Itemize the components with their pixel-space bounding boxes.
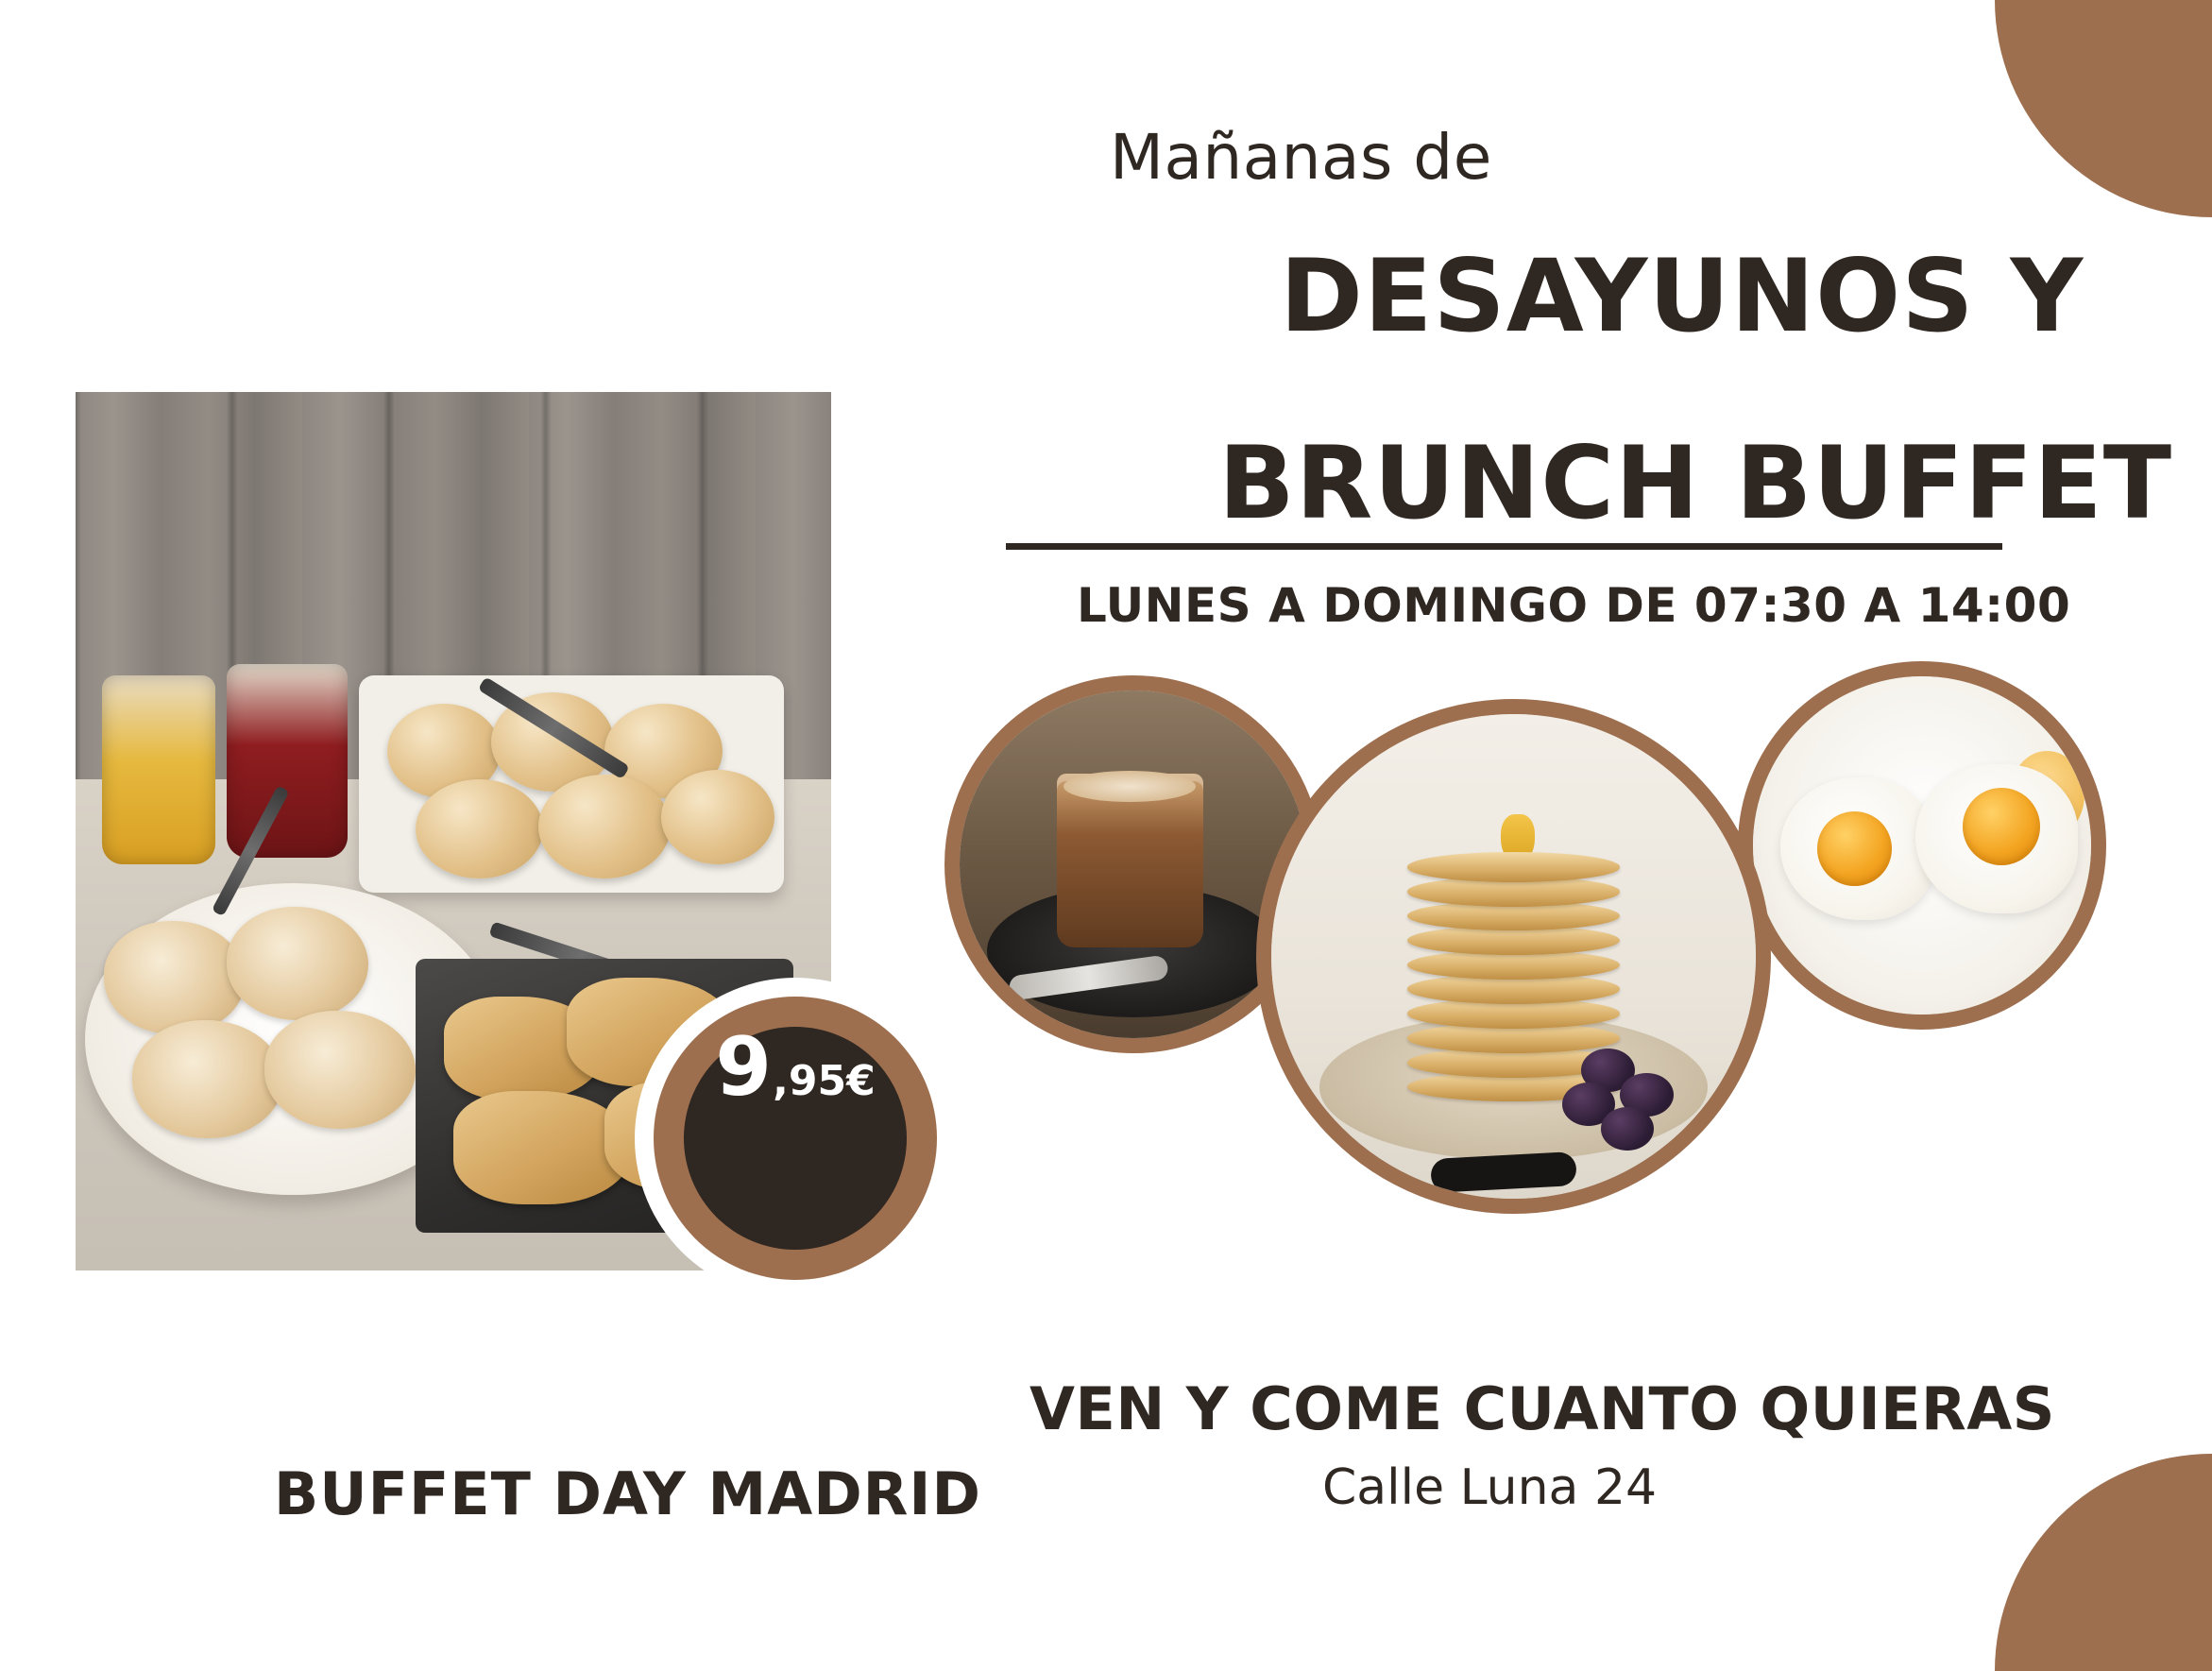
headline-line-2: BRUNCH BUFFET (1218, 425, 2173, 541)
price-cents: ,95€ (773, 1057, 876, 1105)
fried-egg-yolk (1817, 811, 1892, 886)
headline-underline (1006, 543, 2002, 550)
brand-name: BUFFET DAY MADRID (274, 1459, 981, 1528)
bread-roll (416, 779, 543, 878)
honey-jar (102, 675, 215, 864)
price-badge-ring (654, 997, 937, 1280)
bread-roll (538, 775, 671, 878)
address-text: Calle Luna 24 (1322, 1459, 1658, 1516)
headline-line-1: DESAYUNOS Y (1280, 238, 2084, 354)
sugar-pastry (227, 907, 368, 1020)
sugar-pastry (132, 1020, 283, 1138)
price-badge-inner (684, 1020, 907, 1250)
coffee-latte-art (1063, 771, 1196, 802)
sugar-pastry (264, 1011, 416, 1129)
bread-roll (661, 770, 774, 864)
sugar-pastry (104, 921, 246, 1034)
jam-jar (227, 664, 348, 858)
fried-eggs-photo (1738, 661, 2106, 1030)
schedule-text: LUNES A DOMINGO DE 07:30 A 14:00 (1077, 578, 2071, 633)
corner-wedge-bottom-right (1995, 1454, 2212, 1671)
cta-text: VEN Y COME CUANTO QUIERAS (1029, 1374, 2055, 1443)
blackberry (1601, 1107, 1654, 1151)
kicker-text: Mañanas de (1110, 121, 1492, 194)
pancake-layer (1407, 852, 1621, 882)
pancake-stack-photo (1256, 699, 1771, 1214)
corner-wedge-top-right (1995, 0, 2212, 217)
price-amount: 9 (715, 1020, 772, 1115)
price-badge (635, 978, 956, 1299)
